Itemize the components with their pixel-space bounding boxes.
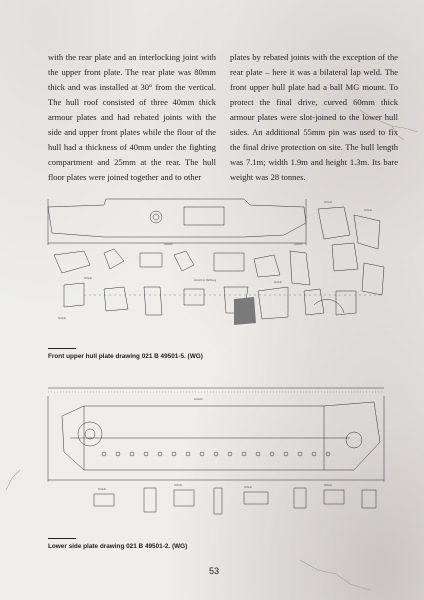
svg-text:Schnitt: Schnitt	[324, 484, 332, 487]
figure-caption-2: Lower side plate drawing 021 B 49501-2. (WG)	[48, 543, 188, 550]
svg-text:Ansicht: Ansicht	[164, 243, 173, 246]
front-upper-hull-plate-drawing	[44, 195, 390, 335]
svg-text:Schnitt: Schnitt	[58, 317, 66, 320]
svg-text:Schnitt: Schnitt	[174, 484, 182, 487]
svg-text:Ansicht: Ansicht	[294, 243, 303, 246]
svg-text:Ansicht: Ansicht	[194, 398, 203, 401]
svg-text:Schnitt: Schnitt	[98, 488, 106, 491]
figure-caption-1: Front upper hull plate drawing 021 B 49501-5. (WG)	[48, 353, 203, 360]
svg-text:Schnitt: Schnitt	[324, 201, 332, 204]
svg-text:Schnitt: Schnitt	[274, 281, 282, 284]
svg-text:Schnitt: Schnitt	[84, 277, 92, 280]
body-text	[48, 50, 398, 200]
text-column-left: with the rear plate and an interlocking joint with the upper front plate. The rear plate was 80mm thick and was installed at 30° from the vertical. The hull roof consisted of three 40mm thick armour plates and had rebated joints with the side and upper front plates while the floor of the hull had a thickness of 40mm under the fighting compartment and 25mm at the rear. The hull floor plates were joined together and to other	[48, 52, 216, 182]
svg-text:Schnitt: Schnitt	[364, 209, 372, 212]
svg-text:Schnitt: Schnitt	[244, 486, 252, 489]
svg-text:Ansicht in Richtung: Ansicht in Richtung	[194, 279, 217, 282]
caption-rule-2	[48, 538, 76, 539]
lower-side-plate-drawing	[44, 382, 390, 530]
text-column-right: plates by rebated joints with the exception of the rear plate – here it was a bilateral lap weld. The front upper hull plate had a ball MG mount. To protect the final drive, curved 60mm thick armour plates were slot-joined to the lower hull sides. An additional 55mm pin was used to fix the final drive protection on site. The hull length was 7.1m; width 1.9m and height 1.3m. Its bare weight was 28 tonnes.	[230, 52, 398, 182]
caption-rule-1	[48, 348, 76, 349]
page-number: 53	[208, 566, 219, 576]
